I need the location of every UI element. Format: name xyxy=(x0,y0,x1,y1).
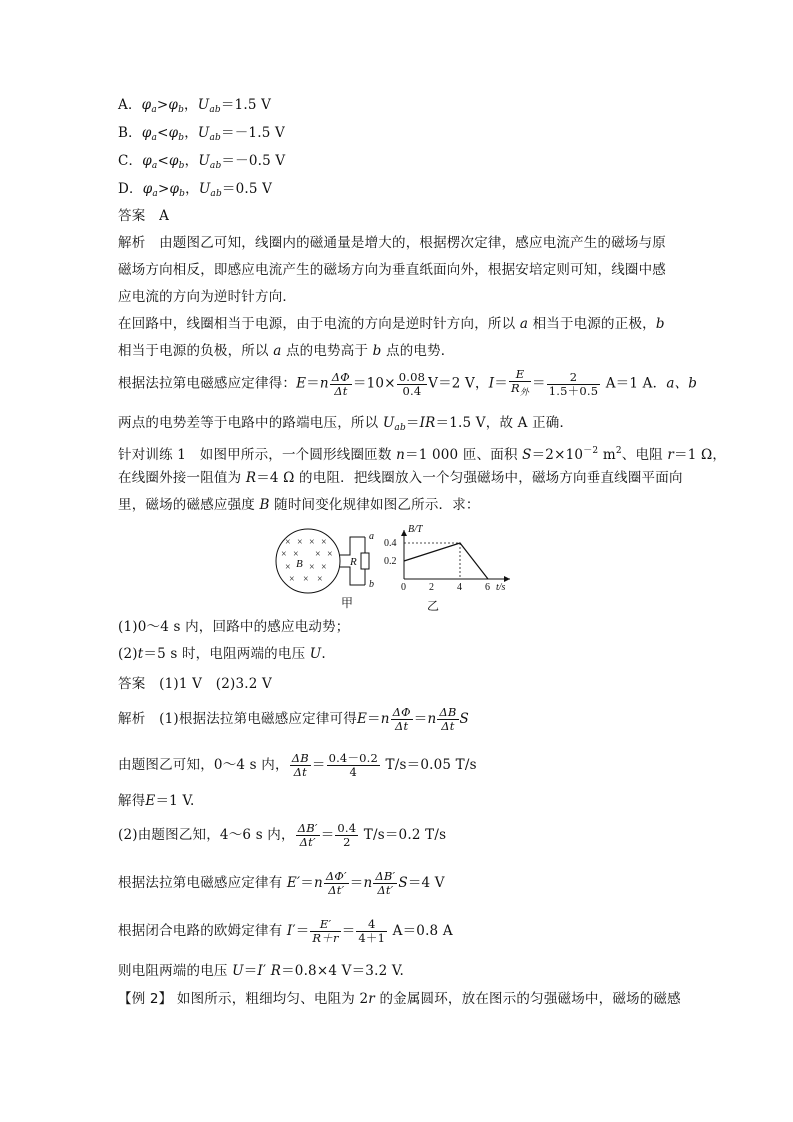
terminal-a-label: a xyxy=(369,531,374,542)
terminal-b-label: b xyxy=(369,579,374,590)
wire-bottom xyxy=(340,567,365,585)
analysis-2-line-3: 解得E＝1 V. xyxy=(118,793,195,809)
fraction: $\frac{\Delta B}{\Delta t}$ xyxy=(439,705,457,733)
practice-line-3: 里，磁场的磁感应强度 B 随时间变化规律如图乙所示．求： xyxy=(118,497,480,513)
cross-mark: × xyxy=(309,562,315,573)
answer-2: 答案 (1)1 V (2)3.2 V xyxy=(118,676,272,692)
fraction: $\frac{E'}{R+r}$ xyxy=(312,917,339,945)
fraction: $\frac{\Delta\Phi}{\Delta t}$ xyxy=(392,705,411,733)
analysis-2-line-7: 则电阻两端的电压 U＝I′ R＝0.8×4 V＝3.2 V. xyxy=(118,963,404,979)
analysis-2-line-2: 由题图乙可知，0～4 s 内， $\frac{\Delta B}{\Delta t}$ ＝ $\frac{0.4-0.2}{4}$ T/s＝0.05 T/s xyxy=(118,751,477,779)
option-d: D．$\varphi_a>\varphi_b$，$U_{ab}=0.5$ V xyxy=(118,181,273,199)
y-tick-label: 0.4 xyxy=(384,538,397,549)
fraction: $\frac{0.4}{2}$ xyxy=(337,821,357,849)
practice-line-2: 在线圈外接一阻值为 R＝4 Ω 的电阻．把线圈放入一个匀强磁场中，磁场方向垂直线圈平面向 xyxy=(118,470,683,486)
fraction: $\frac{0.4-0.2}{4}$ xyxy=(328,751,379,779)
cross-mark: × xyxy=(315,549,321,560)
figure-jia-circuit xyxy=(275,527,385,609)
question-1: (1)0～4 s 内，回路中的感应电动势； xyxy=(118,619,350,635)
cross-mark: × xyxy=(303,574,309,585)
magnetic-field-crosses xyxy=(281,537,333,585)
fraction: $\frac{\Delta B'}{\Delta t'}$ xyxy=(297,821,318,849)
analysis-2-line-4: (2)由题图乙知，4～6 s 内， $\frac{\Delta B'}{\Delta t'}$ ＝ $\frac{0.4}{2}$ T/s＝0.2 T/s xyxy=(118,821,447,849)
cross-mark: × xyxy=(327,549,333,560)
y-axis-label: B/T xyxy=(408,524,423,535)
fraction: $\frac{E}{R_外}$ xyxy=(510,367,530,398)
practice-line-1: 针对训练 1 如图甲所示，一个圆形线圈匝数 n＝1 000 匝、面积 $S=2\times 10^{-2}$ $m^2$、电阻 r＝1 Ω， xyxy=(118,446,727,463)
analysis-1-line-2: 磁场方向相反，即感应电流产生的磁场方向为垂直纸面向外，根据安培定则可知，线圈中感 xyxy=(118,262,666,278)
x-tick-label: 4 xyxy=(457,582,462,593)
cross-mark: × xyxy=(281,549,287,560)
fraction: $\frac{\Delta B'}{\Delta t'}$ xyxy=(375,869,396,897)
option-c: C．$\varphi_a<\varphi_b$，$U_{ab}=-0.5$ V xyxy=(118,153,286,171)
analysis-1-formula-line: 根据法拉第电磁感应定律得：E＝n $\frac{\Delta\Phi}{\Delta t}$ ＝10× $\frac{0.08}{0.4}$ V＝2 V，I＝ $\frac{E}{R_外}$ ＝ $\frac{2}{1.5+0.5}$ A＝1 A．a、b xyxy=(118,367,698,398)
fraction: $\frac{\Delta\Phi'}{\Delta t'}$ xyxy=(325,869,347,897)
analysis-2-line-1: 解析 (1)根据法拉第电磁感应定律可得E＝n $\frac{\Delta\Phi}{\Delta t}$ ＝n $\frac{\Delta B}{\Delta t}$ S xyxy=(118,705,469,733)
figure-yi-label: 乙 xyxy=(427,599,440,612)
cross-mark: × xyxy=(297,537,303,548)
analysis-1-line-5: 相当于电源的负极，所以 a 点的电势高于 b 点的电势． xyxy=(118,343,455,359)
fraction: $\frac{\Delta\Phi}{\Delta t}$ xyxy=(331,369,350,398)
field-label-b: B xyxy=(296,558,303,570)
y-tick-label: 0.2 xyxy=(384,556,397,567)
figure-jia-label: 甲 xyxy=(341,596,354,609)
answer-1: 答案 A xyxy=(118,208,170,224)
analysis-2-line-5: 根据法拉第电磁感应定律有 E′＝n $\frac{\Delta\Phi'}{\Delta t'}$ ＝n $\frac{\Delta B'}{\Delta t'}$ S＝4 V xyxy=(118,869,445,897)
x-axis-label: t/s xyxy=(496,582,506,593)
resistor-label: R xyxy=(350,556,357,568)
fraction: $\frac{\Delta B}{\Delta t}$ xyxy=(291,751,309,779)
cross-mark: × xyxy=(285,562,291,573)
x-tick-label: 0 xyxy=(401,582,406,593)
cross-mark: × xyxy=(321,562,327,573)
x-tick-label: 6 xyxy=(485,582,490,593)
question-2: (2)t＝5 s 时，电阻两端的电压 U. xyxy=(118,646,326,662)
cross-mark: × xyxy=(289,574,295,585)
analysis-1-line-1: 解析 由题图乙可知，线圈内的磁通量是增大的，根据楞次定律，感应电流产生的磁场与原 xyxy=(118,235,667,251)
x-tick-label: 2 xyxy=(429,582,434,593)
figure-yi-chart xyxy=(382,522,517,612)
analysis-1-line-4: 在回路中，线圈相当于电源，由于电流的方向是逆时针方向，所以 a 相当于电源的正极，b xyxy=(118,316,665,332)
example-2: 【例 2】 如图所示，粗细均匀、电阻为 2r 的金属圆环，放在图示的匀强磁场中，磁场的磁感 xyxy=(118,991,681,1007)
y-axis-arrow xyxy=(401,530,407,536)
cross-mark: × xyxy=(317,574,323,585)
analysis-2-line-6: 根据闭合电路的欧姆定律有 I′＝ $\frac{E'}{R+r}$ ＝ $\frac{4}{4+1}$ A＝0.8 A xyxy=(118,917,453,945)
fraction: $\frac{2}{1.5+0.5}$ xyxy=(548,369,599,398)
option-b: B．$\varphi_a<\varphi_b$，$U_{ab}=-1.5$ V xyxy=(118,125,285,143)
resistor xyxy=(361,553,369,569)
cross-mark: × xyxy=(293,549,299,560)
analysis-1-line-3: 应电流的方向为逆时针方向． xyxy=(118,289,297,305)
fraction: $\frac{0.08}{0.4}$ xyxy=(398,369,426,398)
option-a: A．$\varphi_a>\varphi_b$，$U_{ab}=1.5$ V xyxy=(118,97,272,115)
wire-top xyxy=(340,537,365,555)
b-t-series-line xyxy=(404,543,488,579)
cross-mark: × xyxy=(285,537,291,548)
fraction: $\frac{4}{4+1}$ xyxy=(358,917,386,945)
cross-mark: × xyxy=(321,537,327,548)
analysis-1-line-7: 两点的电势差等于电路中的路端电压，所以 $U_{ab}=IR=1.5$ V，故 A 正确． xyxy=(118,415,574,433)
cross-mark: × xyxy=(309,537,315,548)
